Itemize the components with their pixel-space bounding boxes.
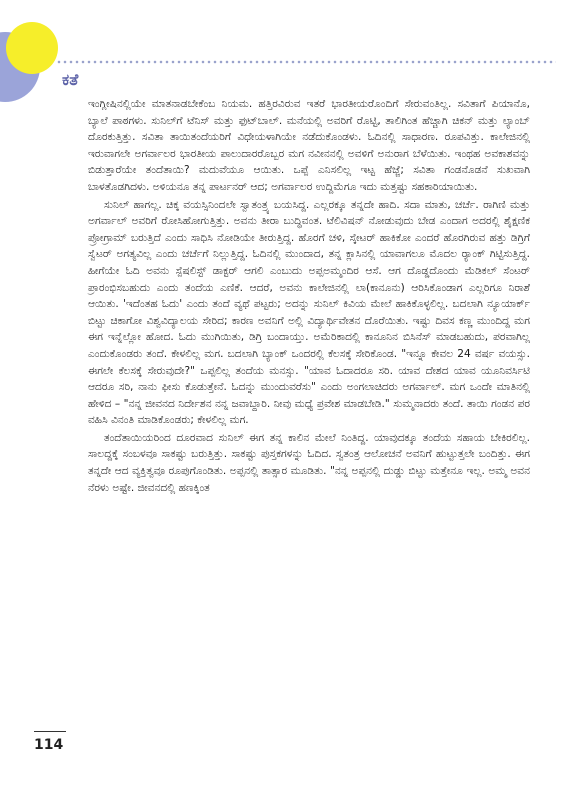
section-label: ಕತೆ	[62, 70, 79, 89]
page-number: 114	[34, 737, 64, 753]
paragraph: ಇಂಗ್ಲೀಷಿನಲ್ಲಿಯೇ ಮಾತನಾಡಬೇಕೆಂಬ ನಿಯಮ. ಹತ್ತಿರವಿರುವ ಇತರೆ ಭಾರತೀಯರೊಂದಿಗೆ ಸೇರುವಂತಿಲ್ಲ. ಸವಿತಾಗೆ ಪಿಯಾನೊ, ಬ್ಯಾಲೆ ಪಾಠಗಳು. ಸುನಿಲ್‌ಗೆ ಟೆನಿಸ್ ಮತ್ತು ಫುಟ್‌ಬಾಲ್. ಮನೆಯಲ್ಲಿ ಅವರಿಗೆ ರೊಟ್ಟಿ, ತಾಲಿಗಿಂತ ಹೆಚ್ಚಾಗಿ ಚಿಕನ್ ಮತ್ತು ಲ್ಯಾಂಬ್ ದೊರಕುತ್ತಿತ್ತು. ಸವಿತಾ ತಾಯಿತಂದೆಯರಿಗೆ ವಿಧೇಯಳಾಗಿಯೇ ನಡೆದುಕೊಂಡಳು. ಓದಿನಲ್ಲಿ ಸಾಧಾರಣ. ರೂಪವಿತ್ತು. ಕಾಲೇಜಿನಲ್ಲಿ ಇರುವಾಗಲೇ ಅಗರ್ವಾಲರ ಭಾರತೀಯ ಪಾಲುದಾರರೊಬ್ಬರ ಮಗ ನವೀನನಲ್ಲಿ ಅವಳಿಗೆ ಅನುರಾಗ ಬೆಳೆಯಿತು. ಇಂಥಹ ಅವಕಾಶವನ್ನು ಬಿಡುತ್ತಾರೆಯೇ ತಂದೆತಾಯಿ? ಮದುವೆಯೂ ಆಯಿತು. ಒಪ್ಪೆ ಎನಿಸಲಿಲ್ಲ ಇಟ್ಟ ಹೆಜ್ಜೆ; ಸವಿತಾ ಗಂಡನೊಡನೆ ಸುಖವಾಗಿ ಬಾಳತೊಡಗಿದಳು. ಅಳಿಯನೂ ತನ್ನ ಪಾರ್ಟನರ್ ಆದ; ಅಗರ್ವಾಲರ ಉದ್ದಿಮೆಗೂ ಇದು ಮತ್ತಷ್ಟು ಸಹಕಾರಿಯಾಯಿತು.	[88, 98, 530, 193]
dotted-header-rule	[56, 60, 556, 64]
paragraph: ಸುನಿಲ್ ಹಾಗಲ್ಲ. ಚಿಕ್ಕ ವಯಸ್ಸಿನಿಂದಲೇ ಸ್ವಾತಂತ್ರ್ಯ ಬಯಸಿದ್ದ. ಎಲ್ಲರಕ್ಕೂ ತನ್ನದೇ ಹಾದಿ. ಸದಾ ಮಾತು, ಚರ್ಚೆ. ರಾಗಿಣಿ ಮತ್ತು ಅಗರ್ವಾಲ್ ಅವರಿಗೆ ರೋಸಿಹೋಗುತ್ತಿತ್ತು. ಅವನು ತೀರಾ ಬುದ್ಧಿವಂತ. ಟೆಲಿವಿಷನ್ ನೋಡುವುದು ಬೇಡ ಎಂದಾಗ ಅದರಲ್ಲಿ ಶೈಕ್ಷಣಿಕ ಪ್ರೋಗ್ರಾಮ್ ಬರುತ್ತಿದೆ ಎಂದು ಸಾಧಿಸಿ ನೋಡಿಯೇ ತೀರುತ್ತಿದ್ದ. ಹೊರಗೆ ಚಳಿ, ಸ್ಕೇಟರ್ ಹಾಕಿಕೋ ಎಂದರೆ ಹೊರಗಿರುವ ಹತ್ತು ಡಿಗ್ರಿಗೆ ಸ್ವೆಟರ್ ಅಗತ್ಯವಿಲ್ಲ ಎಂದು ಚರ್ಚೆಗೆ ನಿಲ್ಲುತ್ತಿದ್ದ. ಓದಿನಲ್ಲಿ ಮುಂದಾದ, ತನ್ನ ಕ್ಲಾಸಿನಲ್ಲಿ ಯಾವಾಗಲೂ ಮೊದಲ ರ್‍ಯಾಂಕ್ ಗಿಟ್ಟಿಸುತ್ತಿದ್ದ. ಹೀಗೆಯೇ ಓದಿ ಅವನು ಸ್ಪೆಷಲಿಸ್ಟ್ ಡಾಕ್ಟರ್ ಆಗಲಿ ಎಂಬುದು ಅಪ್ಪಅಮ್ಮಂದಿರ ಆಸೆ. ಆಗ ದೊಡ್ಡದೊಂದು ಮೆಡಿಕಲ್ ಸೆಂಟರ್ ಪ್ರಾರಂಭಿಸಬಹುದು ಎಂದು ತಂದೆಯ ಎಣಿಕೆ. ಆದರೆ, ಅವನು ಕಾಲೇಜಿನಲ್ಲಿ ಲಾ(ಕಾನೂನು) ಆರಿಸಿಕೊಂಡಾಗ ಎಲ್ಲರಿಗೂ ನಿರಾಶೆ ಆಯಿತು. 'ಇದೆಂತಹ ಓದು' ಎಂದು ತಂದೆ ವ್ಯಥೆ ಪಟ್ಟರು; ಅದನ್ನು ಸುನಿಲ್ ಕಿವಿಯ ಮೇಲೆ ಹಾಕಿಕೊಳ್ಳಲಿಲ್ಲ. ಬದಲಾಗಿ ನ್ಯೂಯಾರ್ಕ್ ಬಿಟ್ಟು ಚಿಕಾಗೋ ವಿಶ್ವವಿದ್ಯಾಲಯ ಸೇರಿದ; ಕಾರಣ ಅವನಿಗೆ ಅಲ್ಲಿ ವಿದ್ಯಾರ್ಥಿವೇತನ ದೊರೆಯಿತು. ಇಷ್ಟು ದಿವಸ ಕಣ್ಣ ಮುಂದಿದ್ದ ಮಗ ಈಗ ಇನ್ನೆಲ್ಲೋ ಹೋದ. ಓದು ಮುಗಿಯಿತು, ಡಿಗ್ರಿ ಬಂದಾಯ್ತು. ಅಮೆರಿಕಾದಲ್ಲಿ ಕಾನೂನಿನ ಬಿಸಿನೆಸ್ ಮಾಡಬಹುದು, ಪರವಾಗಿಲ್ಲ ಎಂದುಕೊಂಡರು ತಂದೆ. ಕೇಳಲಿಲ್ಲ ಮಗ. ಬದಲಾಗಿ ಬ್ಯಾಂಕ್ ಒಂದರಲ್ಲಿ ಕೆಲಸಕ್ಕೆ ಸೇರಿಕೊಂಡ. "ಇನ್ನೂ ಕೇವಲ 24 ವರ್ಷ ವಯಸ್ಸು. ಈಗಲೇ ಕೆಲಸಕ್ಕೆ ಸೇರುವುದೇ?" ಒಪ್ಪಲಿಲ್ಲ ತಂದೆಯ ಮನಸ್ಸು. "ಯಾವ ಓದಾದರೂ ಸರಿ. ಯಾವ ದೇಶದ ಯಾವ ಯೂನಿವರ್ಸಿಟಿ ಆದರೂ ಸರಿ, ನಾನು ಫೀಸು ಕೊಡುತ್ತೇನೆ. ಓದನ್ನು ಮುಂದುವರೆಸು" ಎಂದು ಅಂಗಲಾಚಿದರು ಅಗರ್ವಾಲ್. ಮಗ ಒಂದೇ ಮಾತಿನಲ್ಲಿ ಹೇಳಿದ – "ನನ್ನ ಜೀವನದ ನಿರ್ದೇಶನ ನನ್ನ ಜವಾಬ್ದಾರಿ. ನೀವು ಮಧ್ಯೆ ಪ್ರವೇಶ ಮಾಡಬೇಡಿ." ಸುಮ್ಮನಾದರು ತಂದೆ. ತಾಯಿ ಗಂಡನ ಪರ ವಹಿಸಿ ವಿನಂತಿ ಮಾಡಿಕೊಂಡರು; ಕೇಳಲಿಲ್ಲ ಮಗ.	[88, 198, 530, 427]
paragraph: ತಂದೆತಾಯಿಯರಿಂದ ದೂರವಾದ ಸುನಿಲ್ ಈಗ ತನ್ನ ಕಾಲಿನ ಮೇಲೆ ನಿಂತಿದ್ದ. ಯಾವುದಕ್ಕೂ ತಂದೆಯ ಸಹಾಯ ಬೇಕಿರಲಿಲ್ಲ. ಸಾಲದ್ದಕ್ಕೆ ಸಂಬಳವೂ ಸಾಕಷ್ಟು ಬರುತ್ತಿತ್ತು. ಸಾಕಷ್ಟು ಪುಸ್ತಕಗಳನ್ನು ಓದಿದ. ಸ್ವತಂತ್ರ ಆಲೋಚನೆ ಅವನಿಗೆ ಹುಟ್ಟುತ್ತಲೇ ಬಂದಿತ್ತು. ಈಗ ತನ್ನದೇ ಆದ ವ್ಯಕ್ತಿತ್ವವೂ ರೂಪುಗೊಂಡಿತು. ಅಪ್ಪನಲ್ಲಿ ತಾತ್ಸಾರ ಮೂಡಿತು. "ನನ್ನ ಅಪ್ಪನಲ್ಲಿ ದುಡ್ಡು ಬಿಟ್ಟು ಮತ್ತೇನೂ ಇಲ್ಲ. ಅಮ್ಮ ಅವನ ನೆರಳು ಅಷ್ಟೇ. ಜೀವನದಲ್ಲಿ ಹಣಕ್ಕಿಂತ	[88, 431, 530, 494]
story-body	[88, 96, 530, 497]
page-number-rule	[34, 731, 66, 732]
decorative-yellow-circle	[6, 22, 58, 74]
